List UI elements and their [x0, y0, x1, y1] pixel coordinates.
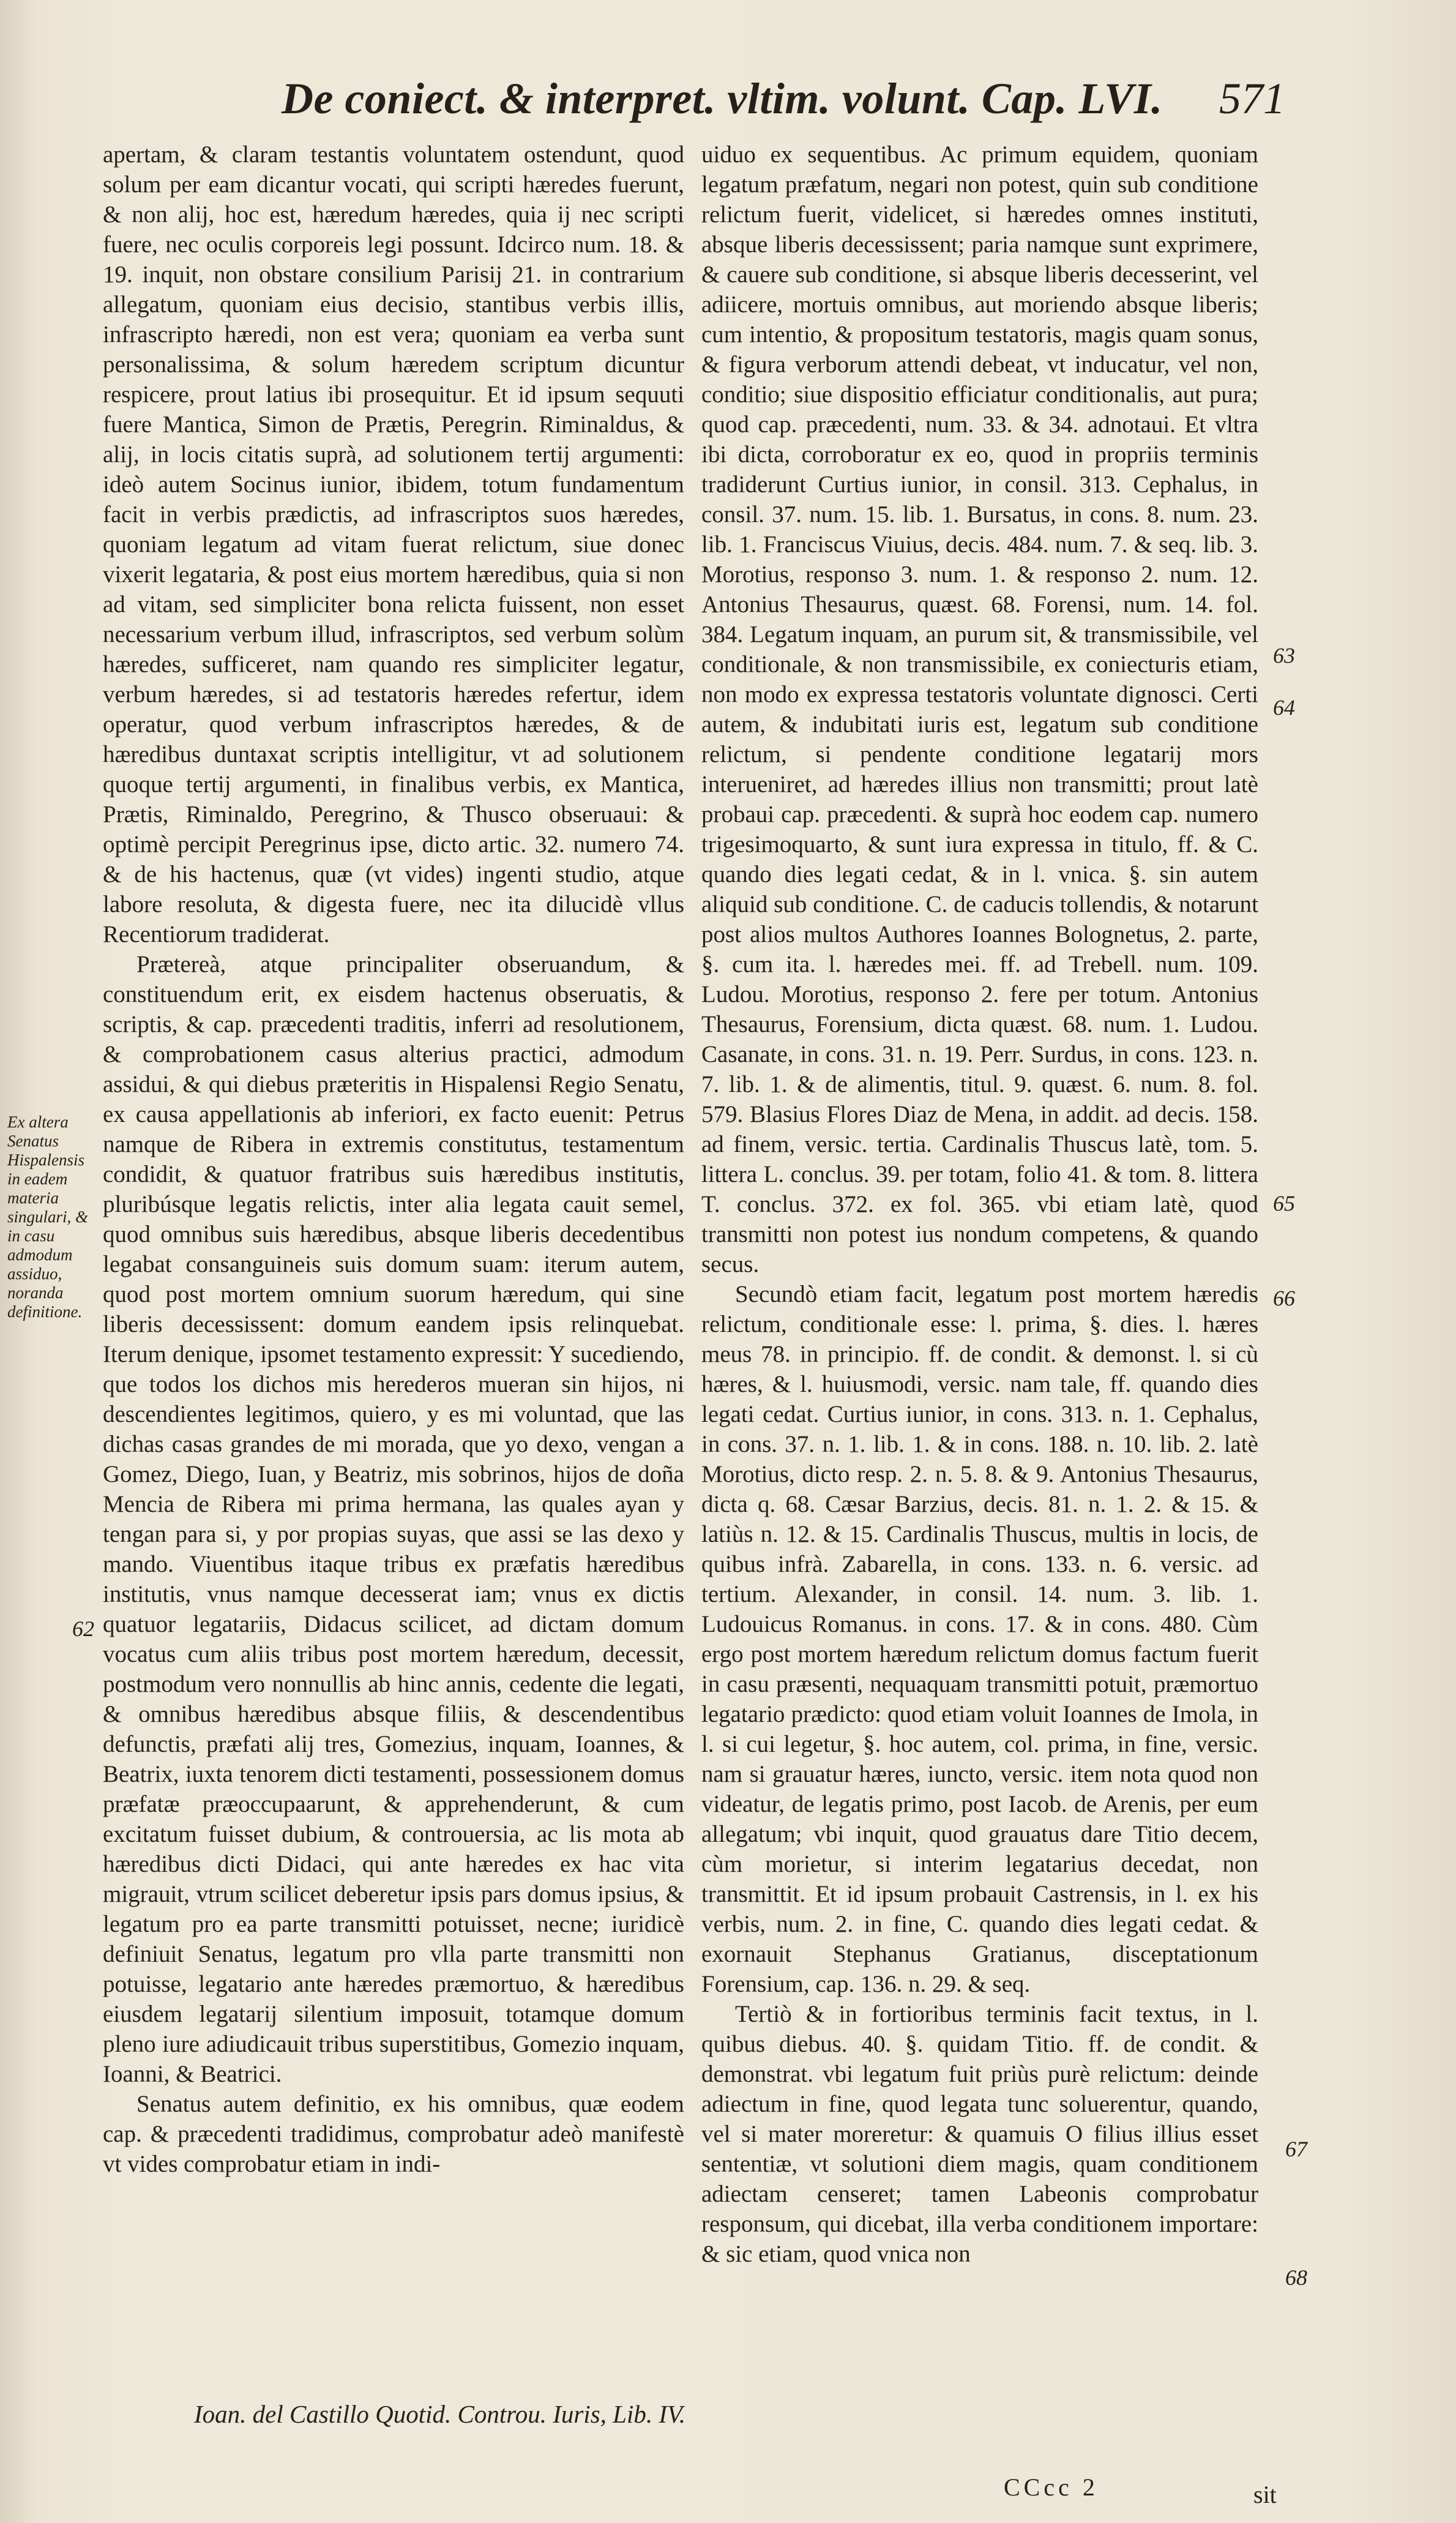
margin-number-68: 68 [1285, 2265, 1307, 2290]
running-header [282, 73, 1285, 129]
left-paragraph-1: apertam, & claram testantis voluntatem ostendunt, quod solum per eam dicantur vocati, qui scripti hæredes fuerunt, & non alij, hoc est, hæredum hæredes, quia ij nec scripti fuere, nec oculis corporeis legi possunt. Idcirco num. 18. & 19. inquit, non obstare consilium Parisij 21. in contrarium allegatum, quoniam eius decisio, stantibus verbis illis, infrascripto hæredi, non est vera; quoniam ea verba sunt personalissima, & solum hæredem scriptum dicuntur respicere, prout latius ibi prosequitur. Et id ipsum sequuti fuere Mantica, Simon de Prætis, Peregrin. Riminaldus, & alij, in locis citatis suprà, ad solutionem tertij argumenti: ideò autem Socinus iunior, ibidem, totum fundamentum facit in verbis prædictis, ad infrascriptos suos hæredes, quoniam legatum ad vitam fuerat relictum, siue donec vixerit legataria, & post eius mortem hæredibus, quia si non ad vitam, sed simpliciter bona relicta fuissent, non esset necessarium verbum illud, infrascriptos, sed verbum solùm hæredes, sufficeret, nam quando res simpliciter legatur, verbum hæredes, si ad testatoris hæredes refertur, idem operatur, quod verbum infrascriptos hæredes, & de hæredibus duntaxat scriptis intelligitur, vt ad solutionem quoque tertij argumenti, in finalibus verbis, ex Mantica, Prætis, Riminaldo, Peregrino, & Thusco obseruaui: & optimè percipit Peregrinus ipse, dicto artic. 32. numero 74. & de his hactenus, quæ (vt vides) ingenti studio, atque labore resoluta, & digesta fuere, nec ita dilucidè vllus Recentiorum tradiderat. [103, 141, 684, 948]
margin-number-64: 64 [1273, 695, 1295, 720]
right-paragraph-2: Secundò etiam facit, legatum post mortem hæredis relictum, conditionale esse: l. prima, §. dies. l. hæres meus 78. in principio. ff. de condit. & demonst. l. si cù hæres, & l. huiusmodi, versic. nam tale, ff. quando dies legati cedat. Curtius iunior, in cons. 313. n. 1. Cephalus, in cons. 37. n. 1. lib. 1. & in cons. 188. n. 10. lib. 2. latè Morotius, dicto resp. 2. n. 5. 8. & 9. Antonius Thesaurus, dicta q. 68. Cæsar Barzius, decis. 81. n. 1. 2. & 15. & latiùs n. 12. & 15. Cardinalis Thuscus, multis in locis, de quibus infrà. Zabarella, in cons. 133. n. 6. versic. ad tertium. Alexander, in consil. 14. num. 3. lib. 1. Ludouicus Romanus. in cons. 17. & in cons. 480. Cùm ergo post mortem hæredum relictum domus factum fuerit in casu præsenti, nequaquam transmitti potuit, præmortuo legatario prædicto: quod etiam voluit Ioannes de Imola, in l. si cui legetur, §. hoc autem, col. prima, in fine, versic. nam si grauatur hæres, iuncto, versic. item nota quod non videatur, de legatis primo, post Iacob. de Arenis, per eum allegatum; vbi inquit, quod grauatus dare Titio decem, cùm morietur, si interim legatarius decedat, non transmittit. Et id ipsum probauit Castrensis, in l. ex his verbis, num. 2. in fine, C. quando dies legati cedat. & exornauit Stephanus Gratianus, disceptationum Forensium, cap. 136. n. 29. & seq. [701, 1281, 1258, 1997]
margin-number-66: 66 [1273, 1286, 1295, 1310]
signature-mark: CCcc 2 [1004, 2473, 1099, 2501]
left-paragraph-2: Prætereà, atque principaliter obseruandum, & constituendum erit, ex eisdem hactenus obseruatis, & scriptis, & cap. præcedenti traditis, inferri ad resolutionem, & comprobationem casus alterius practici, admodum assidui, & qui diebus præteritis in Hispalensi Regio Senatu, ex causa appellationis ab inferiori, ex facto euenit: Petrus namque de Ribera in extremis constitutus, testamentum condidit, & quatuor fratribus suis hæredibus institutis, pluribúsque legatis relictis, inter alia legata cauit semel, quod omnibus suis hæredibus, absque liberis decedentibus legabat consanguineis suis domum suam: iterum autem, quod post mortem omnium suorum hæredum, qui sine liberis decessissent: domum eandem ipsis relinquebat. Iterum denique, ipsomet testamento expressit: Y sucediendo, que todos los dichos mis herederos mueran sin hijos, ni descendientes legitimos, quiero, y es mi voluntad, que las dichas casas grandes de mi morada, que yo dexo, vengan a Gomez, Diego, Iuan, y Beatriz, mis sobrinos, hijos de doña Mencia de Ribera mi prima hermana, las quales ayan y tengan para si, y por propias suyas, que assi se las dexo y mando. Viuentibus itaque tribus ex præfatis hæredibus institutis, vnus namque decesserat iam; vnus ex dictis quatuor legatariis, Didacus scilicet, ad dictam domum vocatus cum aliis tribus post mortem hæredum, decessit, postmodum vero nonnullis ab hinc annis, cedente die legati, & omnibus hæredibus absque filiis, & descendentibus defunctis, præfati alij tres, Gomezius, inquam, Ioannes, & Beatrix, iuxta tenorem dicti testamenti, possessionem domus præfatæ præoccupaarunt, & apprehenderunt, & cum excitatum fuisset dubium, & controuersia, ac lis mota ab hæredibus dicti Didaci, qui ante hæredes ex hac vita migrauit, vtrum scilicet deberetur ipsis pars domus ipsius, & legatum pro ea parte transmitti potuisset, necne; iuridicè definiuit Senatus, legatum pro vlla parte transmitti non potuisse, legatario ante hæredes præmortuo, & hæredibus eiusdem legatarij silentium imposuit, totamque domum pleno iure adiudicauit tribus superstitibus, Gomezio inquam, Ioanni, & Beatrici. [103, 951, 684, 2087]
left-paragraph-3: Senatus autem definitio, ex his omnibus, quæ eodem cap. & præcedenti tradidimus, comprobatur adeò manifestè vt vides comprobatur etiam in indi- [103, 2091, 684, 2177]
left-column [103, 140, 684, 2179]
margin-number-62: 62 [72, 1617, 94, 1641]
marginal-note: Ex altera Senatus Hispalensis in eadem materia singulari, & in casu admodum assiduo, noranda definitione. [7, 1113, 89, 1321]
running-title: De coniect. & interpret. vltim. volunt. Cap. LVI. [282, 74, 1163, 123]
margin-number-63: 63 [1273, 643, 1295, 668]
bottom-catchline: Ioan. del Castillo Quotid. Controu. Iuris, Lib. IV. [194, 2400, 685, 2428]
right-paragraph-3: Tertiò & in fortioribus terminis facit textus, in l. quibus diebus. 40. §. quidam Titio. ff. de condit. & demonstrat. vbi legatum fuit priùs purè relictum: deinde adiectum in fine, quod legata tunc soluerentur, quando, vel si mater moreretur: & quamuis O filius illius esset sententiæ, vt solutioni diem magis, quam conditionem adiectam censeret; tamen Labeonis comprobatur responsum, qui dicebat, illa verba conditionem importare: & sic etiam, quod vnica non [701, 2001, 1258, 2267]
margin-number-65: 65 [1273, 1191, 1295, 1216]
catchword: sit [1253, 2481, 1277, 2508]
right-paragraph-1: uiduo ex sequentibus. Ac primum equidem, quoniam legatum præfatum, negari non potest, quin sub conditione relictum fuerit, videlicet, si hæredes omnes instituti, absque liberis decessissent; paria namque sunt exprimere, & cauere sub conditione, si absque liberis decesserint, vel adiicere, mortuis omnibus, aut moriendo absque liberis; cum intentio, & propositum testatoris, magis quam sonus, & figura verborum attendi debeat, vt inducatur, vel non, conditio; siue dispositio efficiatur conditionalis, aut pura; quod cap. præcedenti, num. 33. & 34. adnotaui. Et vltra ibi dicta, corroboratur ex eo, quod in propriis terminis tradiderunt Curtius iunior, in consil. 313. Cephalus, in consil. 37. num. 15. lib. 1. Bursatus, in cons. 8. num. 23. lib. 1. Franciscus Viuius, decis. 484. num. 7. & seq. lib. 3. Morotius, responso 3. num. 1. & responso 2. num. 12. Antonius Thesaurus, quæst. 68. Forensi, num. 14. fol. 384. Legatum inquam, an purum sit, & transmissibile, vel conditionale, & non transmissibile, ex coniecturis etiam, non modo ex expressa testatoris voluntate dignosci. Certi autem, & indubitati iuris est, legatum sub conditione relictum, si pendente conditione legatarij mors interueniret, ad hæredes illius non transmitti; prout latè probaui cap. præcedenti. & suprà hoc eodem cap. numero trigesimoquarto, & sunt iura expressa in titulo, ff. & C. quando dies legati cedat, & in l. vnica. §. sin autem aliquid sub conditione. C. de caducis tollendis, & notarunt post alios multos Authores Ioannes Bolognetus, 2. parte, §. cum ita. l. hæredes mei. ff. ad Trebell. num. 109. Ludou. Morotius, responso 2. fere per totum. Antonius Thesaurus, Forensium, dicta quæst. 68. num. 1. Ludou. Casanate, in cons. 31. n. 19. Perr. Surdus, in cons. 123. n. 7. lib. 1. & de alimentis, titul. 9. quæst. 6. num. 8. fol. 579. Blasius Flores Diaz de Mena, in addit. ad decis. 158. ad finem, versic. tertia. Cardinalis Thuscus latè, tom. 5. littera L. conclus. 39. per totam, folio 41. & tom. 8. littera T. conclus. 372. ex fol. 365. vbi etiam latè, quod transmitti non potest ius nondum competens, & quando secus. [701, 141, 1258, 1277]
right-column [701, 140, 1258, 2269]
page-number: 571 [1219, 74, 1285, 123]
margin-number-67: 67 [1285, 2137, 1307, 2161]
